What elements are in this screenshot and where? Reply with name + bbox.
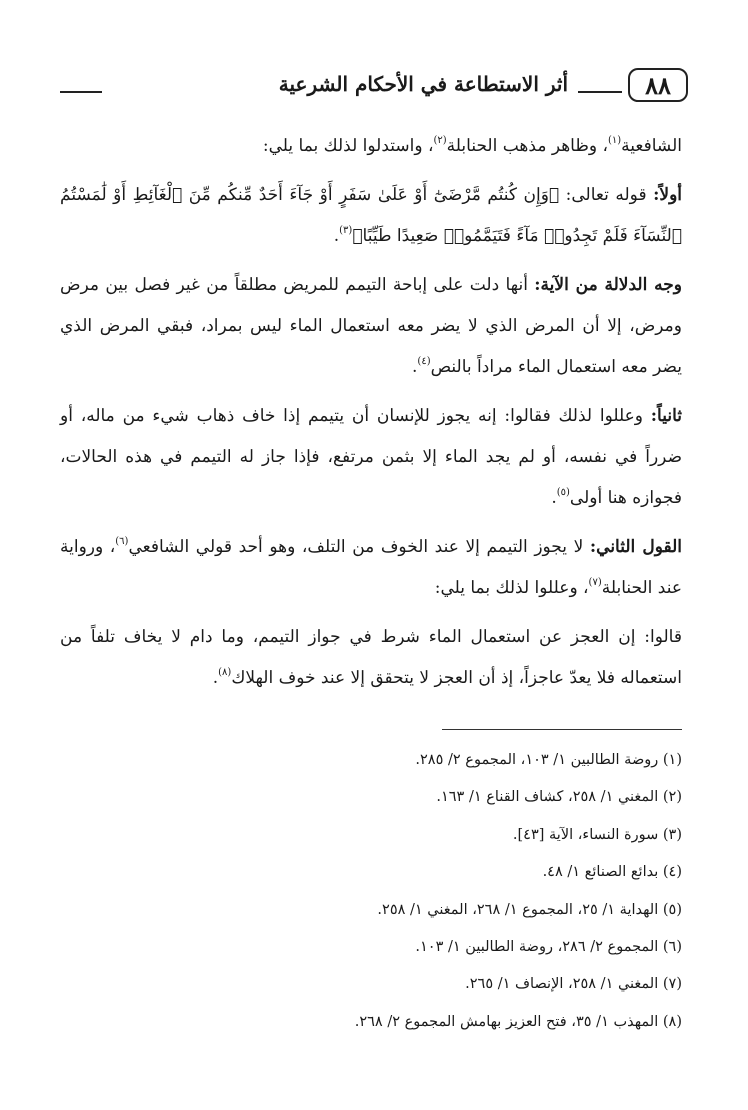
paragraph-first-evidence xyxy=(60,175,682,257)
header-rule-left xyxy=(60,91,102,93)
text-span: قوله تعالى: xyxy=(559,185,654,205)
footnotes xyxy=(60,742,682,1041)
text-span: . xyxy=(412,357,418,377)
footnote: (١) روضة الطالبين ١/ ١٠٣، المجموع ٢/ ٢٨٥. xyxy=(415,752,682,768)
text-span: لا يجوز التيمم إلا عند الخوف من التلف، وهو أحد قولي الشافعي xyxy=(128,537,590,557)
paragraph-label: أولاً: xyxy=(653,185,682,205)
main-text xyxy=(60,126,682,707)
text-span: ، وعللوا لذلك بما يلي: xyxy=(434,578,589,598)
footnote: (٢) المغني ١/ ٢٥٨، كشاف القناع ١/ ١٦٣. xyxy=(436,789,682,806)
footnote-ref: (١) xyxy=(607,135,622,146)
paragraph-second-evidence xyxy=(60,396,682,519)
quran-verse: ﴿وَإِن كُنتُم مَّرْضَىٰٓ أَوْ عَلَىٰ سَفَرٍ أَوْ جَآءَ أَحَدٌ مِّنكُم مِّنَ ٱلْغَآئِطِ أَوْ لَٰمَسْتُمُ ٱلنِّسَآءَ فَلَمْ تَجِدُوا۟ مَآءً فَتَيَمَّمُوا۟ صَعِيدًا طَيِّبًا﴾ xyxy=(60,185,682,246)
footnote-ref: (٥) xyxy=(556,487,570,498)
footnote: (٣) سورة النساء، الآية [٤٣]. xyxy=(512,826,682,843)
text-span: قالوا: إن العجز عن استعمال الماء شرط في جواز التيمم، وما دام لا يخاف تلفاً من استعماله فلا يعدّ عاجزاً، إذ أن العجز لا يتحقق إلا عند خوف الهلاك xyxy=(60,627,682,688)
footnote-ref: (٣) xyxy=(339,225,353,236)
paragraph-reasoning xyxy=(60,617,682,699)
paragraph-label: وجه الدلالة من الآية: xyxy=(534,275,682,295)
footnote-ref: (٧) xyxy=(588,577,602,588)
text-span: وعللوا لذلك فقالوا: إنه يجوز للإنسان أن يتيمم إذا خاف ذهاب شيء من ماله، أو ضرراً في نفسه، أو لم يجد الماء إلا بثمن مرتفع، فإذا جاز له التيمم في هذه الحالات، فجوازه هنا أولى xyxy=(60,406,682,508)
footnote-ref: (٢) xyxy=(433,135,447,146)
text-span: . xyxy=(551,488,557,508)
text-span: . xyxy=(333,226,340,246)
text-span: ، ورواية عند الحنابلة xyxy=(60,537,682,598)
footnote-divider xyxy=(442,729,682,730)
paragraph-second-opinion xyxy=(60,527,682,609)
paragraph-label: القول الثاني: xyxy=(589,537,682,557)
footnote-ref: (٦) xyxy=(115,536,129,547)
paragraph-evidence-explanation xyxy=(60,265,682,388)
text-span: ، واستدلوا لذلك بما يلي: xyxy=(262,136,434,156)
running-title: أثر الاستطاعة في الأحكام الشرعية xyxy=(278,72,568,96)
text-span: أنها دلت على إباحة التيمم للمريض مطلقاً من غير فصل بين مرض ومرض، إلا أن المرض الذي لا يضر معه استعمال الماء ليس بمراد، فبقي المرض الذي يضر معه استعمال الماء مراداً بالنص xyxy=(60,275,682,377)
footnote-ref: (٤) xyxy=(417,356,431,367)
paragraph-label: ثانياً: xyxy=(650,406,682,426)
text-span: ، وظاهر مذهب الحنابلة xyxy=(446,136,608,156)
footnote: (٥) الهداية ١/ ٢٥، المجموع ١/ ٢٦٨، المغني ١/ ٢٥٨. xyxy=(377,901,682,918)
footnote: (٨) المهذب ١/ ٣٥، فتح العزيز بهامش المجموع ٢/ ٢٦٨. xyxy=(354,1013,682,1030)
header-rule-short xyxy=(578,91,622,93)
footnote: (٦) المجموع ٢/ ٢٨٦، روضة الطالبين ١/ ١٠٣. xyxy=(415,939,682,956)
text-span: الشافعية xyxy=(621,136,682,156)
footnote: (٧) المغني ١/ ٢٥٨، الإنصاف ١/ ٢٦٥. xyxy=(465,976,682,993)
footnote: (٤) بدائع الصنائع ١/ ٤٨. xyxy=(542,864,682,881)
footnote-ref: (٨) xyxy=(218,667,232,678)
page-number: ٨٨ xyxy=(628,68,688,102)
page-header xyxy=(60,62,688,112)
paragraph-intro xyxy=(60,126,682,167)
text-span: . xyxy=(212,668,219,688)
